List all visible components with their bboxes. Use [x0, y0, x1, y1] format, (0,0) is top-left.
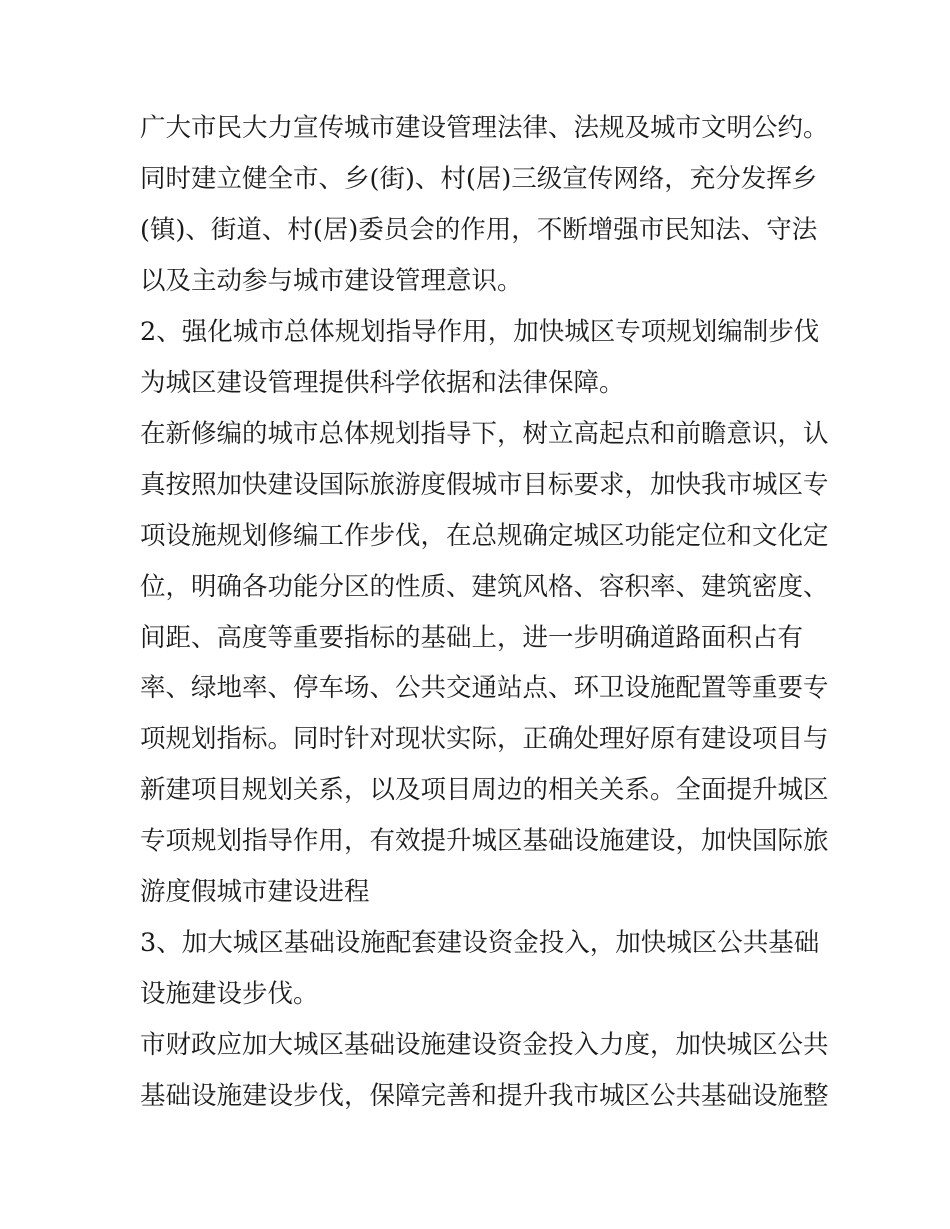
text-line: 同时建立健全市、乡(街)、村(居)三级宣传网络，充分发挥乡: [140, 163, 818, 194]
text-line: 真按照加快建设国际旅游度假城市目标要求，加快我市城区专: [140, 469, 829, 500]
text-line: 位，明确各功能分区的性质、建筑风格、容积率、建筑密度、: [140, 571, 829, 602]
text-line: 游度假城市建设进程: [140, 877, 370, 908]
text-line: 广大市民大力宣传城市建设管理法律、法规及城市文明公约。: [140, 113, 829, 143]
text-line: 间距、高度等重要指标的基础上，进一步明确道路面积占有: [140, 622, 804, 653]
text-line: 市财政应加大城区基础设施建设资金投入力度，加快城区公共: [140, 1030, 829, 1061]
text-line: 基础设施建设步伐，保障完善和提升我市城区公共基础设施整: [140, 1081, 829, 1112]
text-line: 设施建设步伐。: [140, 979, 319, 1010]
text-line: 专项规划指导作用，有效提升城区基础设施建设，加快国际旅: [140, 826, 829, 857]
text-line: 2、强化城市总体规划指导作用，加快城区专项规划编制步伐: [140, 316, 820, 347]
text-line: 率、绿地率、停车场、公共交通站点、环卫设施配置等重要专: [140, 673, 829, 704]
text-line: 在新修编的城市总体规划指导下，树立高起点和前瞻意识，认: [140, 418, 829, 449]
text-line: 项规划指标。同时针对现状实际，正确处理好原有建设项目与: [140, 724, 829, 755]
text-line: 新建项目规划关系，以及项目周边的相关关系。全面提升城区: [140, 775, 829, 806]
text-line: 3、加大城区基础设施配套建设资金投入，加快城区公共基础: [140, 928, 820, 959]
text-line: 为城区建设管理提供科学依据和法律保障。: [140, 367, 625, 398]
text-line: (镇)、街道、村(居)委员会的作用，不断增强市民知法、守法: [140, 214, 818, 245]
text-line: 以及主动参与城市建设管理意识。: [140, 265, 523, 296]
text-line: 项设施规划修编工作步伐，在总规确定城区功能定位和文化定: [140, 520, 829, 551]
